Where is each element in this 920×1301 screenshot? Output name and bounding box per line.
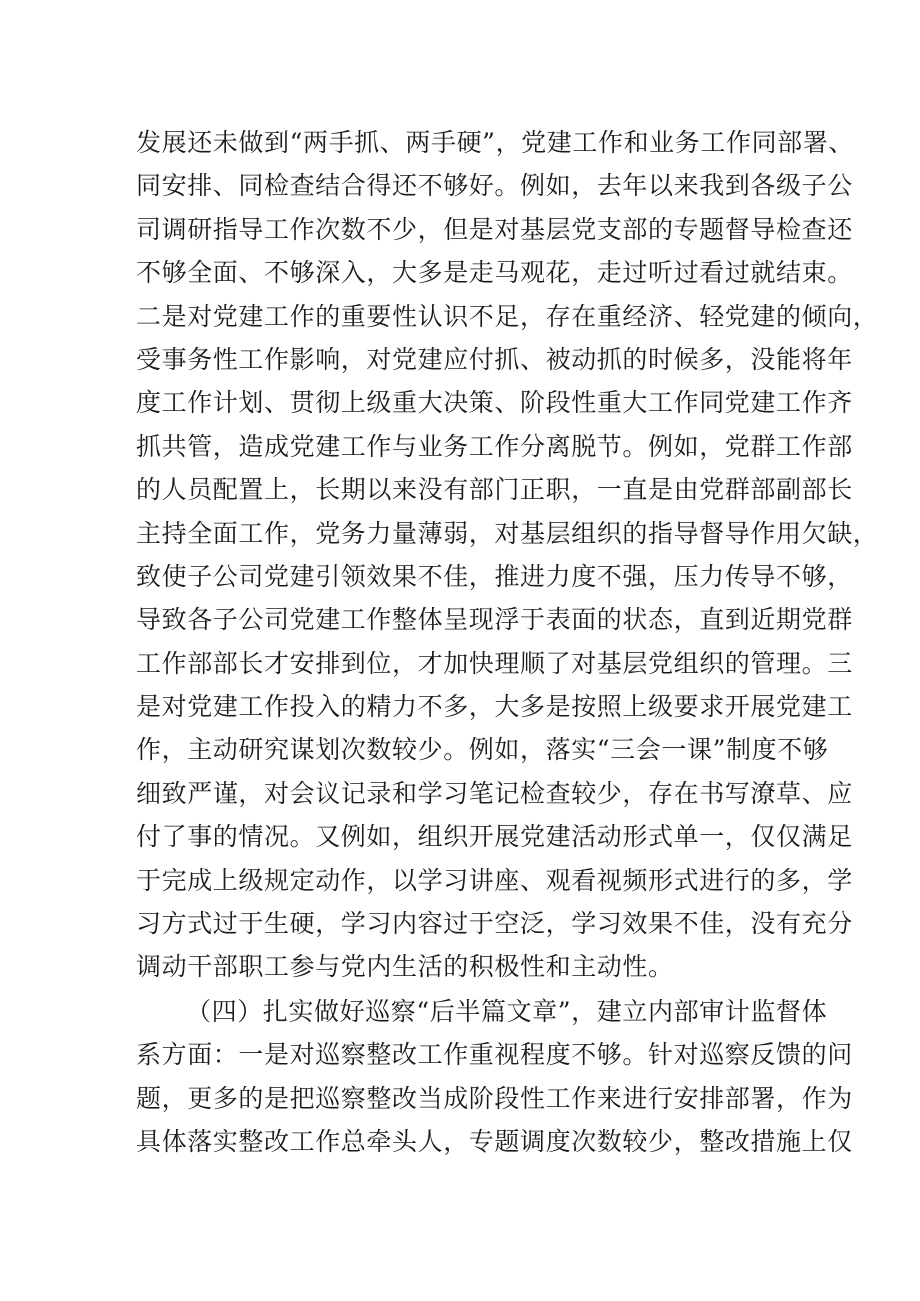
text-line: 具体落实整改工作总牵头人，专题调度次数较少，整改措施上仅	[136, 1126, 853, 1156]
paragraph-2	[136, 990, 853, 1164]
text-line: 二是对党建工作的重要性认识不足，存在重经济、轻党建的倾向，	[136, 301, 879, 331]
text-line: 抓共管，造成党建工作与业务工作分离脱节。例如，党群工作部	[136, 431, 853, 461]
text-line: 同安排、同检查结合得还不够好。例如，去年以来我到各级子公	[136, 171, 853, 201]
text-line: 度工作计划、贯彻上级重大决策、阶段性重大工作同党建工作齐	[136, 388, 853, 418]
text-line: 致使子公司党建引领效果不佳，推进力度不强，压力传导不够，	[136, 561, 853, 591]
paragraph-1	[136, 121, 879, 989]
text-line: （四）扎实做好巡察“后半篇文章”，建立内部审计监督体	[186, 996, 828, 1026]
text-line: 习方式过于生硬，学习内容过于空泛，学习效果不佳，没有充分	[136, 909, 853, 939]
text-line: 司调研指导工作次数不少，但是对基层党支部的专题督导检查还	[136, 214, 853, 244]
text-line: 调动干部职工参与党内生活的积极性和主动性。	[136, 952, 674, 982]
text-line: 不够全面、不够深入，大多是走马观花，走过听过看过就结束。	[136, 258, 853, 288]
text-line: 于完成上级规定动作，以学习讲座、观看视频形式进行的多，学	[136, 865, 853, 895]
text-line: 受事务性工作影响，对党建应付抓、被动抓的时候多，没能将年	[136, 344, 853, 374]
text-line: 是对党建工作投入的精力不多，大多是按照上级要求开展党建工	[136, 692, 853, 722]
text-line: 题，更多的是把巡察整改当成阶段性工作来进行安排部署，作为	[136, 1083, 853, 1113]
text-line: 的人员配置上，长期以来没有部门正职，一直是由党群部副部长	[136, 475, 853, 505]
document-body	[136, 121, 879, 1163]
text-line: 细致严谨，对会议记录和学习笔记检查较少，存在书写潦草、应	[136, 778, 853, 808]
text-line: 工作部部长才安排到位，才加快理顺了对基层党组织的管理。三	[136, 648, 853, 678]
text-line: 作，主动研究谋划次数较少。例如，落实“三会一课”制度不够	[136, 735, 829, 765]
text-line: 导致各子公司党建工作整体呈现浮于表面的状态，直到近期党群	[136, 605, 853, 635]
text-line: 主持全面工作，党务力量薄弱，对基层组织的指导督导作用欠缺，	[136, 518, 879, 548]
text-line: 发展还未做到“两手抓、两手硬”，党建工作和业务工作同部署、	[136, 128, 854, 157]
text-line: 付了事的情况。又例如，组织开展党建活动形式单一，仅仅满足	[136, 822, 853, 852]
text-line: 系方面：一是对巡察整改工作重视程度不够。针对巡察反馈的问	[136, 1040, 853, 1070]
